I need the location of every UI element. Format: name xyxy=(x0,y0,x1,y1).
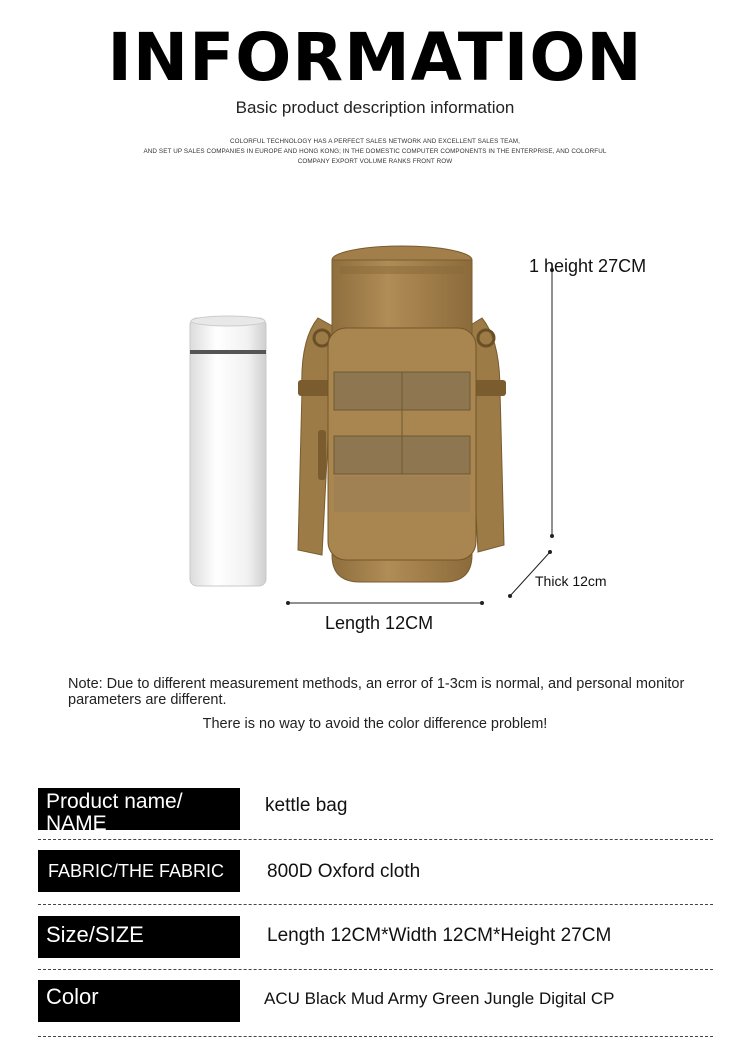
tagline-line-2: AND SET UP SALES COMPANIES IN EUROPE AND HONG KONG; IN THE DOMESTIC COMPUTER COMPONENTS IN THE ENTERPRISE, AND COLORFUL xyxy=(143,148,607,155)
page-title: INFORMATION xyxy=(107,19,643,96)
tagline-line-3: COMPANY EXPORT VOLUME RANKS FRONT ROW xyxy=(297,158,453,165)
spec-row-fabric xyxy=(38,850,713,910)
spec-label-size: Size/SIZE xyxy=(38,916,240,958)
spec-label-color: Color xyxy=(38,980,240,1022)
thermos-bottle xyxy=(190,316,266,586)
spec-label-fabric: FABRIC/THE FABRIC xyxy=(38,850,240,892)
spec-row-color xyxy=(38,980,713,1040)
product-illustration xyxy=(0,230,750,650)
kettle-bag xyxy=(318,246,476,582)
spec-divider xyxy=(38,1036,713,1037)
spec-divider xyxy=(38,839,713,840)
tagline-line-1: COLORFUL TECHNOLOGY HAS A PERFECT SALES NETWORK AND EXCELLENT SALES TEAM, xyxy=(230,138,520,145)
spec-row-name xyxy=(38,788,713,848)
spec-value-color: ACU Black Mud Army Green Jungle Digital CP xyxy=(264,989,615,1008)
company-tagline xyxy=(120,137,630,167)
spec-row-size xyxy=(38,916,713,976)
measurement-note: Note: Due to different measurement methods, an error of 1-3cm is normal, and personal monitor parameters are different. xyxy=(68,676,685,708)
thick-dimension-label: Thick 12cm xyxy=(535,573,607,589)
spec-value-name: kettle bag xyxy=(265,795,348,816)
spec-value-fabric: 800D Oxford cloth xyxy=(267,861,421,882)
spec-divider xyxy=(38,969,713,970)
spec-divider xyxy=(38,904,713,905)
color-note: There is no way to avoid the color difference problem! xyxy=(202,716,548,732)
length-dimension-label: Length 12CM xyxy=(325,613,434,633)
height-dimension-label: 1 height 27CM xyxy=(529,256,647,276)
spec-value-size: Length 12CM*Width 12CM*Height 27CM xyxy=(267,925,612,946)
spec-label-name: Product name/ NAME xyxy=(38,788,240,830)
page-subtitle: Basic product description information xyxy=(235,98,515,117)
